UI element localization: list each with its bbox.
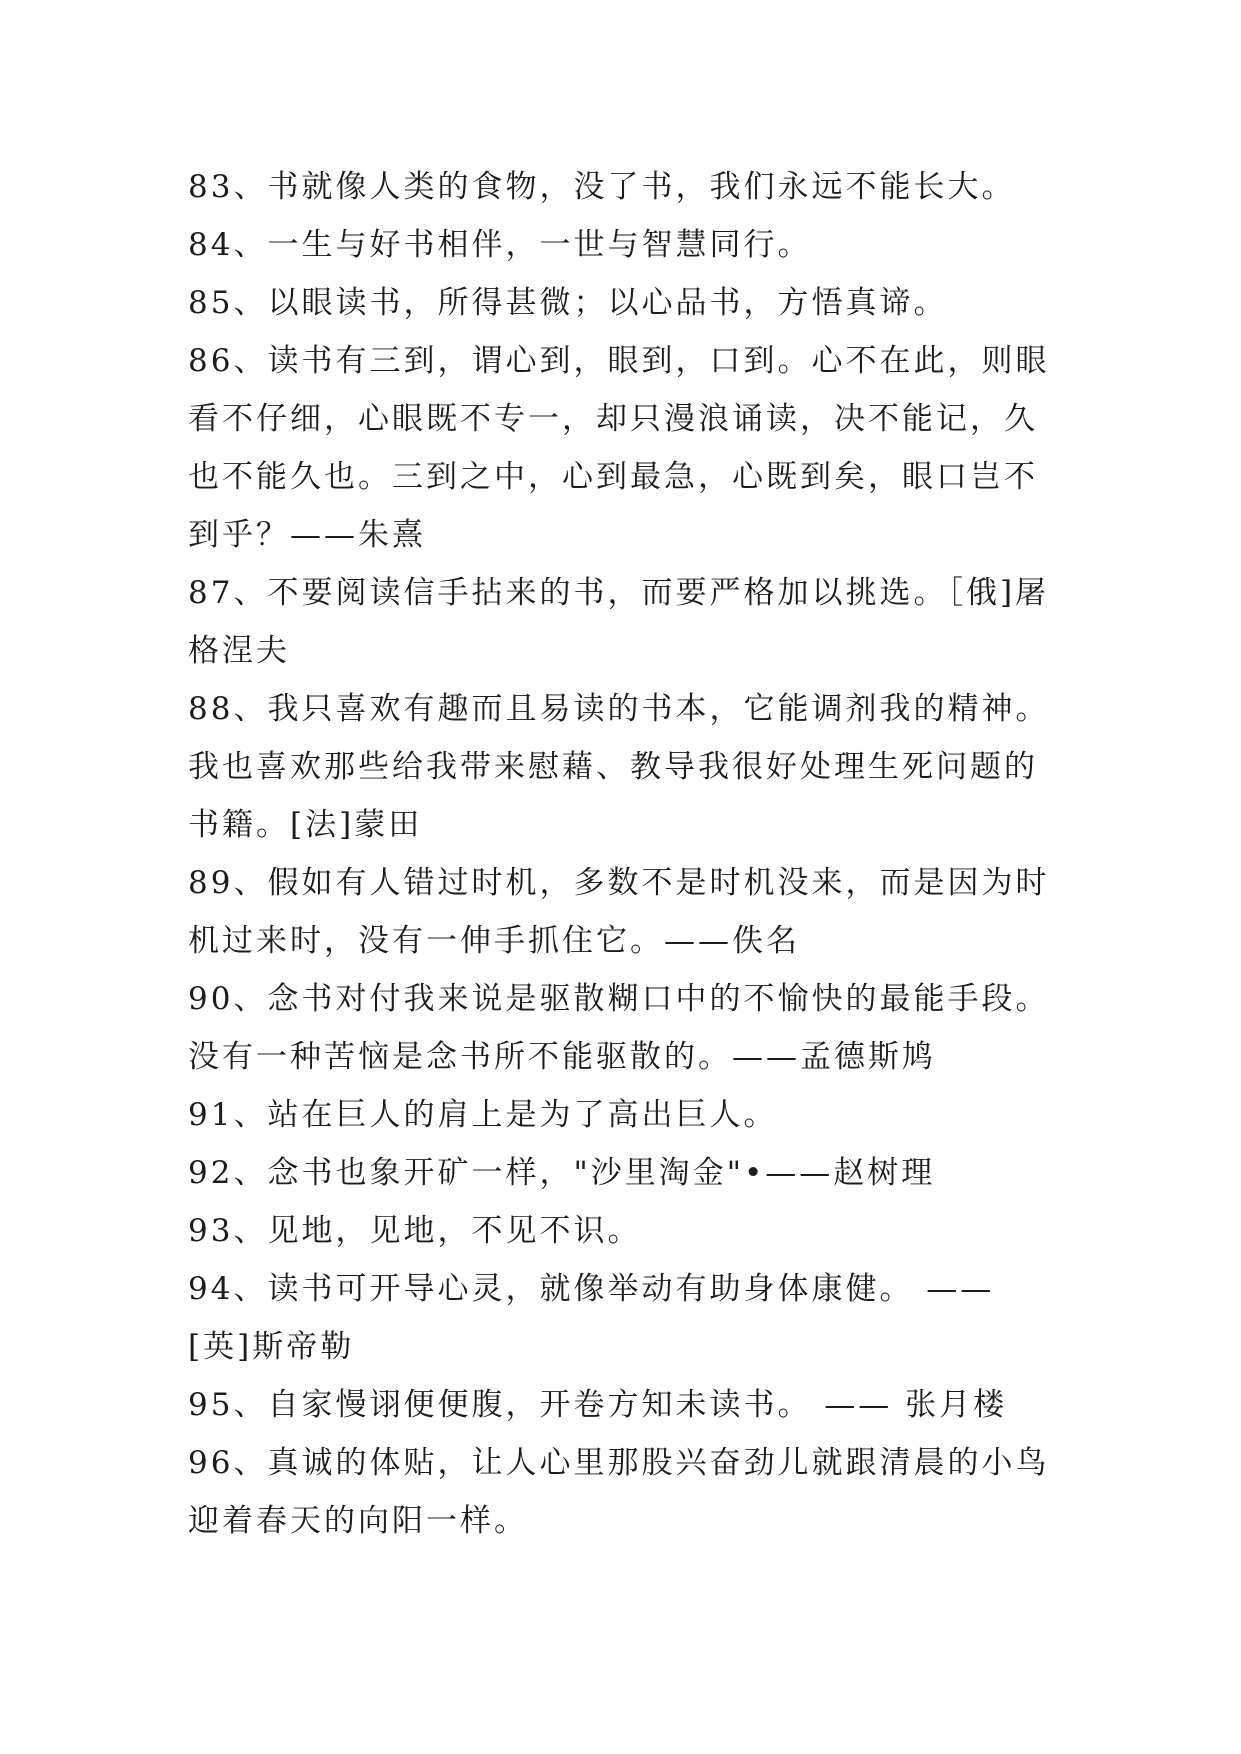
quote-95: 95、自家慢诩便便腹，开卷方知未读书。 —— 张月楼 bbox=[188, 1387, 1008, 1423]
quote-92: 92、念书也象开矿一样，"沙里淘金"•——赵树理 bbox=[188, 1155, 936, 1191]
quote-86: 86、读书有三到，谓心到，眼到，口到。心不在此，则眼看不仔细，心眼既不专一，却只漫浪诵读，决不能记，久也不能久也。三到之中，心到最急，心既到矣，眼口岂不到乎？——朱熹 bbox=[188, 343, 1050, 553]
quote-90: 90、念书对付我来说是驱散糊口中的不愉快的最能手段。没有一种苦恼是念书所不能驱散的。——孟德斯鸠 bbox=[188, 981, 1050, 1075]
quote-91: 91、站在巨人的肩上是为了高出巨人。 bbox=[188, 1097, 778, 1133]
quote-85: 85、以眼读书，所得甚微；以心品书，方悟真谛。 bbox=[188, 285, 948, 321]
quote-88: 88、我只喜欢有趣而且易读的书本，它能调剂我的精神。我也喜欢那些给我带来慰藉、教导我很好处理生死问题的书籍。[法]蒙田 bbox=[188, 691, 1050, 843]
quote-93: 93、见地，见地，不见不识。 bbox=[188, 1213, 642, 1249]
quote-list bbox=[188, 158, 1058, 1550]
quote-84: 84、一生与好书相伴，一世与智慧同行。 bbox=[188, 227, 812, 263]
quote-96: 96、真诚的体贴，让人心里那股兴奋劲儿就跟清晨的小鸟迎着春天的向阳一样。 bbox=[188, 1445, 1050, 1539]
quote-83: 83、书就像人类的食物，没了书，我们永远不能长大。 bbox=[188, 169, 1016, 205]
quote-94: 94、读书可开导心灵，就像举动有助身体康健。 ——[英]斯帝勒 bbox=[188, 1271, 995, 1365]
quote-89: 89、假如有人错过时机，多数不是时机没来，而是因为时机过来时，没有一伸手抓住它。——佚名 bbox=[188, 865, 1050, 959]
quote-87: 87、不要阅读信手拈来的书，而要严格加以挑选。［俄]屠格涅夫 bbox=[188, 575, 1050, 669]
